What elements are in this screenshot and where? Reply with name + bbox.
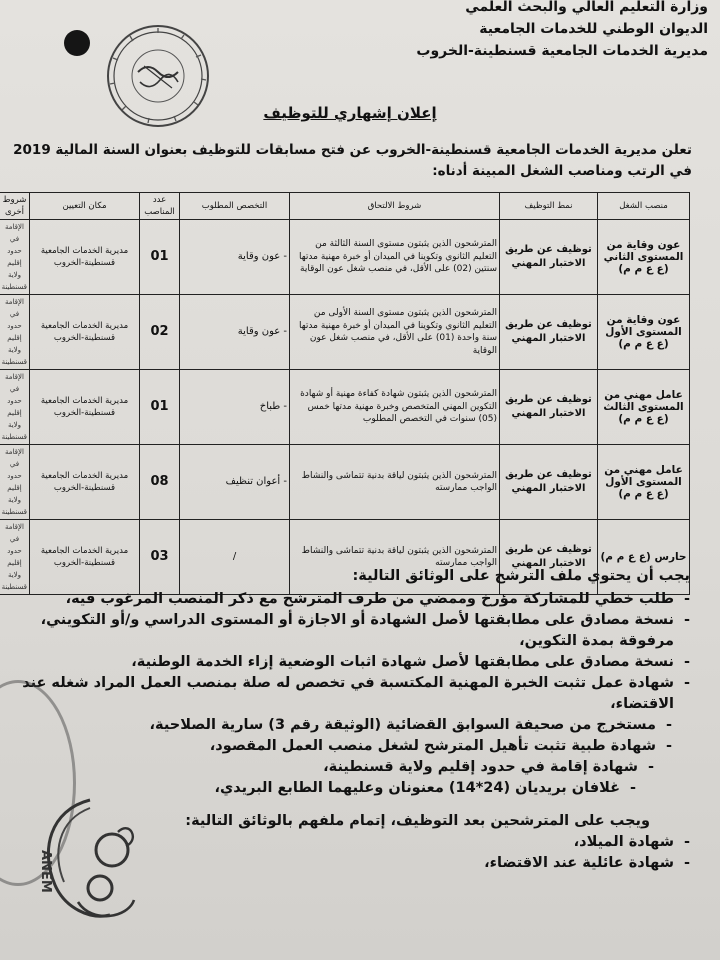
header-method: نمط التوظيف xyxy=(500,193,598,220)
header-block xyxy=(288,0,708,62)
document-item: - شهادة إقامة في حدود إقليم ولاية قسنطينة، xyxy=(10,757,690,778)
cell-conditions: المترشحون الذين يثبتون لياقة بدنية تتماشى والنشاط الواجب ممارسته xyxy=(290,520,500,595)
cell-other: الإقامة في حدود إقليم ولاية قسنطينة xyxy=(0,445,30,520)
cell-other: الإقامة في حدود إقليم ولاية قسنطينة xyxy=(0,295,30,370)
ministry-line: وزارة التعليم العالي والبحث العلمي xyxy=(465,0,708,15)
header-position: منصب الشغل xyxy=(598,193,690,220)
document-item: - نسخة مصادق على مطابقتها لأصل الشهادة أو الاجازة أو المستوى الدراسي و/أو التكويني، مرفوقة بمدة التكوين، xyxy=(10,610,690,652)
document-item: - نسخة مصادق على مطابقتها لأصل شهادة اثبات الوضعية إزاء الخدمة الوطنية، xyxy=(10,652,690,673)
cell-position: عون وقاية من المستوى الأول (ع ع م م) xyxy=(598,295,690,370)
header-other: شروط أخرى xyxy=(0,193,30,220)
announcement-title: إعلان إشهاري للتوظيف xyxy=(263,104,437,122)
document-item: - غلافان بريديان (24*14) معنونان وعليهما الطابع البريدي، xyxy=(10,778,690,799)
anem-stamp-icon xyxy=(30,790,150,930)
cell-count: 03 xyxy=(140,520,180,595)
cell-method: توظيف عن طريق الاختبار المهني xyxy=(500,520,598,595)
directorate-line: مديرية الخدمات الجامعية قسنطينة-الخروب xyxy=(416,43,708,59)
cell-specialty: - عون وقاية xyxy=(180,295,290,370)
cell-count: 01 xyxy=(140,370,180,445)
header-conditions: شروط الالتحاق xyxy=(290,193,500,220)
intro-line-2: في الرتب ومناصب الشغل المبينة أدناه: xyxy=(432,163,692,179)
cell-other: الإقامة في حدود إقليم ولاية قسنطينة xyxy=(0,520,30,595)
cell-method: توظيف عن طريق الاختبار المهني xyxy=(500,370,598,445)
document-item: - شهادة الميلاد، xyxy=(10,832,690,853)
table-row xyxy=(0,445,690,520)
cell-conditions: المترشحون الذين يثبتون مستوى السنة الأولى من التعليم الثانوي وتكوينا في الميدان أو خبرة مهنية مدتها سنة واحدة (01) على الأقل، في منصب شغل عون الوقاية xyxy=(290,295,500,370)
cell-count: 02 xyxy=(140,295,180,370)
ink-blot xyxy=(64,30,90,56)
intro-paragraph xyxy=(13,140,692,182)
cell-method: توظيف عن طريق الاختبار المهني xyxy=(500,445,598,520)
cell-count: 08 xyxy=(140,445,180,520)
cell-conditions: المترشحون الذين يثبتون مستوى السنة الثالثة من التعليم الثانوي وتكوينا في الميدان أو خبرة مهنية مدتها سنتين (02) على الأقل، في منصب شغل عون الوقاية xyxy=(290,220,500,295)
cell-position: حارس (ع ع م م) xyxy=(598,520,690,595)
table-header-row xyxy=(0,193,690,220)
table-row xyxy=(0,370,690,445)
cell-place: مديرية الخدمات الجامعية قسنطينة-الخروب xyxy=(30,295,140,370)
cell-other: الإقامة في حدود إقليم ولاية قسنطينة xyxy=(0,370,30,445)
cell-count: 01 xyxy=(140,220,180,295)
header-specialty: التخصص المطلوب xyxy=(180,193,290,220)
cell-specialty: / xyxy=(180,520,290,595)
document-item: - شهادة عائلية عند الاقتضاء، xyxy=(10,853,690,874)
cell-place: مديرية الخدمات الجامعية قسنطينة-الخروب xyxy=(30,520,140,595)
cell-position: عامل مهني من المستوى الثالث (ع ع م م) xyxy=(598,370,690,445)
cell-other: الإقامة في حدود إقليم ولاية قسنطينة xyxy=(0,220,30,295)
cell-position: عامل مهني من المستوى الأول (ع ع م م) xyxy=(598,445,690,520)
intro-line-1: تعلن مديرية الخدمات الجامعية قسنطينة-الخروب عن فتح مسابقات للتوظيف بعنوان السنة المالية 2019 xyxy=(13,142,692,158)
table-row xyxy=(0,220,690,295)
jobs-table xyxy=(0,192,690,595)
header-count: عدد المناصب xyxy=(140,193,180,220)
cell-place: مديرية الخدمات الجامعية قسنطينة-الخروب xyxy=(30,220,140,295)
anem-text: ANEM xyxy=(38,850,53,893)
document-item: - شهادة طبية تثبت تأهيل المترشح لشغل منصب العمل المقصود، xyxy=(10,736,690,757)
cell-conditions: المترشحون الذين يثبتون لياقة بدنية تتماشى والنشاط الواجب ممارسته xyxy=(290,445,500,520)
cell-method: توظيف عن طريق الاختبار المهني xyxy=(500,295,598,370)
document-item: - طلب خطي للمشاركة مؤرخ وممضي من طرف المترشح مع ذكر المنصب المرغوب فيه، xyxy=(10,589,690,610)
table-row xyxy=(0,295,690,370)
cell-specialty: - طباخ xyxy=(180,370,290,445)
cell-place: مديرية الخدمات الجامعية قسنطينة-الخروب xyxy=(30,370,140,445)
cell-conditions: المترشحون الذين يثبتون شهادة كفاءة مهنية أو شهادة التكوين المهني المتخصص وخبرة مهنية مدتها خمس (05) سنوات في التخصص المطلوب xyxy=(290,370,500,445)
after-hiring-heading: ويجب على المترشحين بعد التوظيف، إتمام ملفهم بالوثائق التالية: xyxy=(185,813,650,829)
official-seal-icon xyxy=(104,22,212,130)
cell-method: توظيف عن طريق الاختبار المهني xyxy=(500,220,598,295)
document-item: - شهادة عمل تثبت الخبرة المهنية المكتسبة في تخصص له صلة بمنصب العمل المراد شغله عند الاقتضاء، xyxy=(10,673,690,715)
cell-position: عون وقاية من المستوى الثاني (ع ع م م) xyxy=(598,220,690,295)
header-place: مكان التعيين xyxy=(30,193,140,220)
documents-heading: يجب أن يحتوي ملف الترشح على الوثائق التالية: xyxy=(352,568,690,584)
document-item: - مستخرج من صحيفة السوابق القضائية (الوثيقة رقم 3) سارية الصلاحية، xyxy=(10,715,690,736)
cell-place: مديرية الخدمات الجامعية قسنطينة-الخروب xyxy=(30,445,140,520)
office-line: الديوان الوطني للخدمات الجامعية xyxy=(479,21,708,37)
cell-specialty: - أعوان تنظيف xyxy=(180,445,290,520)
cell-specialty: - عون وقاية xyxy=(180,220,290,295)
